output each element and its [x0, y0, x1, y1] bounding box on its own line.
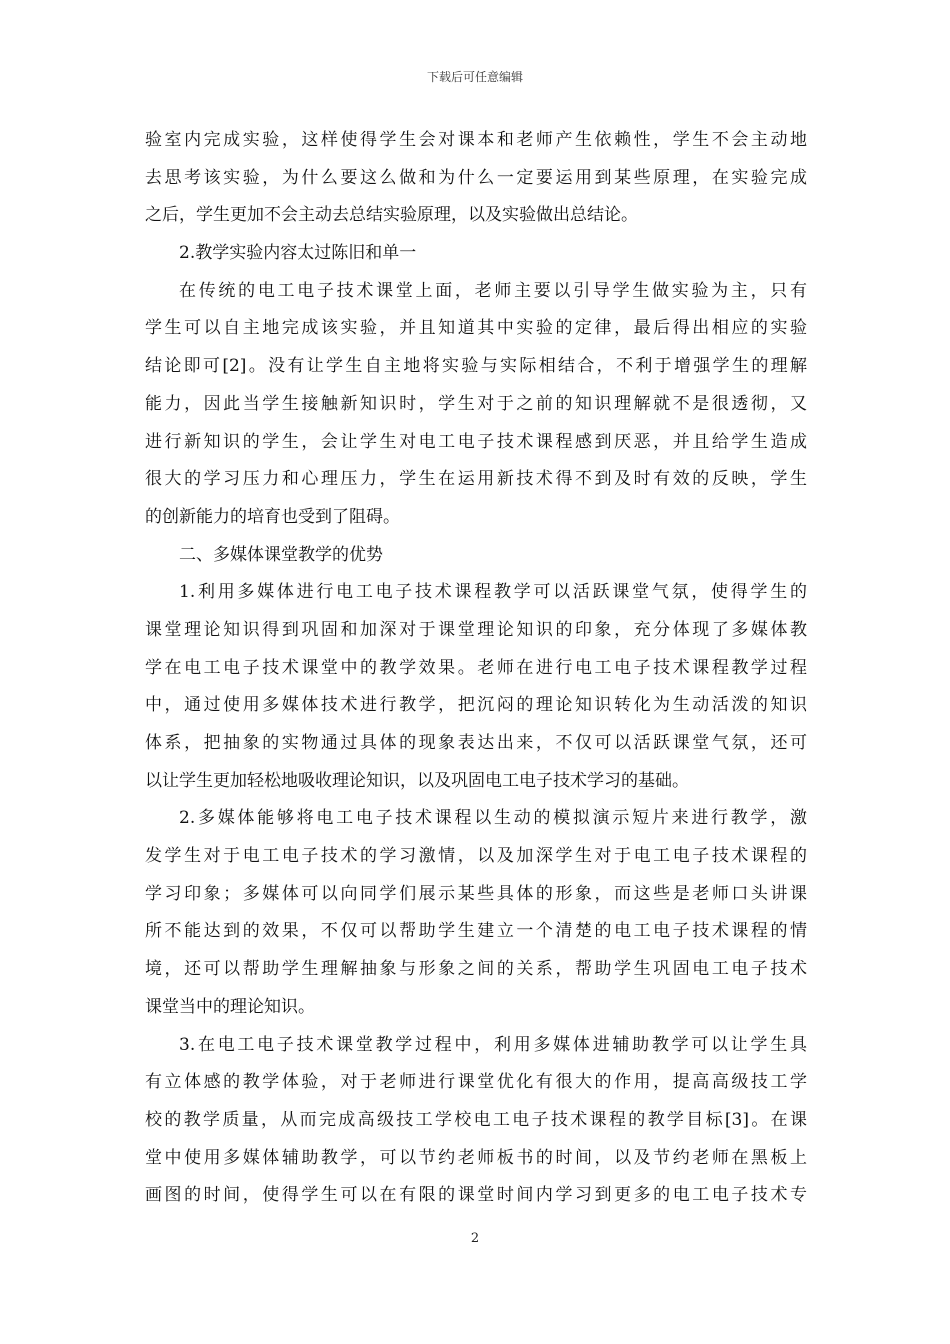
- text-line: 结论即可[2]。没有让学生自主地将实验与实际相结合，不利于增强学生的理解: [145, 356, 807, 377]
- text-line: 学习印象；多媒体可以向同学们展示某些具体的形象，而这些是老师口头讲课: [145, 883, 807, 904]
- page-number: 2: [470, 1231, 480, 1246]
- text-line: 3.在电工电子技术课堂教学过程中，利用多媒体进辅助教学可以让学生具: [179, 1034, 807, 1055]
- document-body: [145, 122, 807, 1215]
- text-line: 所不能达到的效果，不仅可以帮助学生建立一个清楚的电工电子技术课程的情: [145, 921, 807, 942]
- text-line: 二、多媒体课堂教学的优势: [179, 544, 383, 565]
- text-line: 2.多媒体能够将电工电子技术课程以生动的模拟演示短片来进行教学，激: [179, 808, 807, 829]
- text-line: 画图的时间，使得学生可以在有限的课堂时间内学习到更多的电工电子技术专: [145, 1185, 807, 1206]
- text-line: 之后，学生更加不会主动去总结实验原理，以及实验做出总结论。: [145, 205, 638, 226]
- text-line: 的创新能力的培育也受到了阻碍。: [145, 506, 400, 527]
- text-line: 很大的学习压力和心理压力，学生在运用新技术得不到及时有效的反映，学生: [145, 469, 807, 490]
- text-line: 校的教学质量，从而完成高级技工学校电工电子技术课程的教学目标[3]。在课: [145, 1109, 807, 1130]
- text-line: 学在电工电子技术课堂中的教学效果。老师在进行电工电子技术课程教学过程: [145, 657, 807, 678]
- text-line: 1.利用多媒体进行电工电子技术课程教学可以活跃课堂气氛，使得学生的: [179, 582, 807, 603]
- text-line: 在传统的电工电子技术课堂上面，老师主要以引导学生做实验为主，只有: [179, 280, 807, 301]
- text-line: 境，还可以帮助学生理解抽象与形象之间的关系，帮助学生巩固电工电子技术: [145, 959, 807, 980]
- text-line: 中，通过使用多媒体技术进行教学，把沉闷的理论知识转化为生动活泼的知识: [145, 695, 807, 716]
- text-line: 课堂当中的理论知识。: [145, 996, 315, 1017]
- text-line: 体系，把抽象的实物通过具体的现象表达出来，不仅可以活跃课堂气氛，还可: [145, 733, 807, 753]
- text-line: 学生可以自主地完成该实验，并且知道其中实验的定律，最后得出相应的实验: [145, 318, 807, 339]
- text-line: 课堂理论知识得到巩固和加深对于课堂理论知识的印象，充分体现了多媒体教: [145, 619, 807, 640]
- page-header: 下载后可任意编辑: [426, 70, 523, 84]
- text-line: 进行新知识的学生，会让学生对电工电子技术课程感到厌恶，并且给学生造成: [145, 431, 807, 452]
- text-line: 堂中使用多媒体辅助教学，可以节约老师板书的时间，以及节约老师在黑板上: [145, 1147, 807, 1168]
- text-line: 验室内完成实验，这样使得学生会对课本和老师产生依赖性，学生不会主动地: [145, 130, 807, 150]
- text-line: 能力，因此当学生接触新知识时，学生对于之前的知识理解就不是很透彻，又: [145, 393, 807, 414]
- text-line: 有立体感的教学体验，对于老师进行课堂优化有很大的作用，提高高级技工学: [145, 1072, 807, 1093]
- text-line: 以让学生更加轻松地吸收理论知识，以及巩固电工电子技术学习的基础。: [145, 770, 689, 791]
- text-line: 发学生对于电工电子技术的学习激情，以及加深学生对于电工电子技术课程的: [145, 846, 807, 867]
- text-line: 2.教学实验内容太过陈旧和单一: [179, 243, 417, 264]
- text-line: 去思考该实验，为什么要这么做和为什么一定要运用到某些原理，在实验完成: [145, 167, 807, 188]
